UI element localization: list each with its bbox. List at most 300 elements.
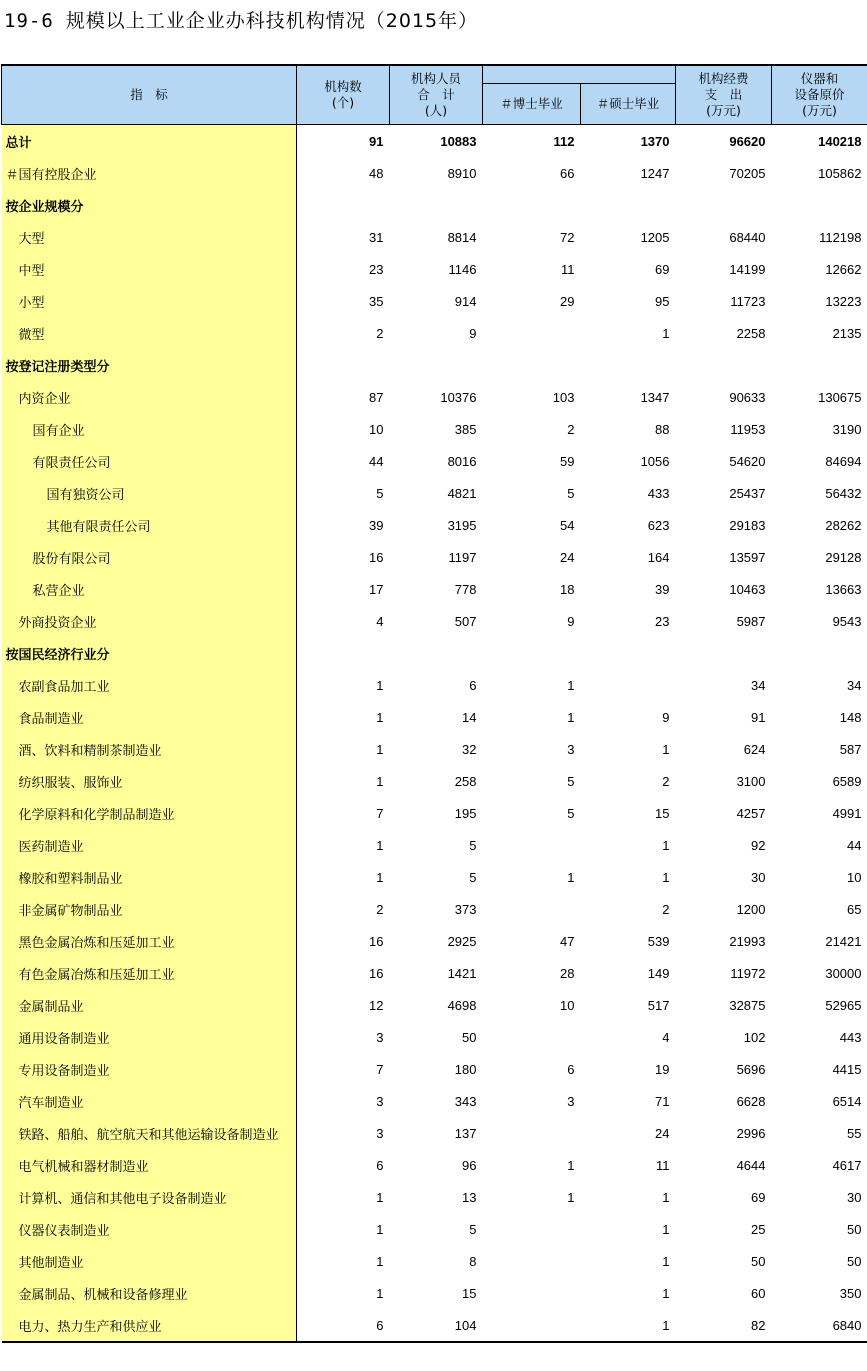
cell-equipment: 130675: [818, 389, 862, 405]
cell-equipment: 65: [847, 901, 862, 917]
cell-expense: 3100: [736, 773, 766, 789]
cell-institutions: 17: [369, 581, 384, 597]
cell-phd: 1: [567, 869, 575, 885]
cell-master: 1: [662, 325, 670, 341]
cell-staff-total: 32: [462, 741, 477, 757]
cell-expense: 11723: [730, 293, 766, 309]
cell-equipment: 350: [839, 1285, 862, 1301]
row-label: 计算机、通信和其他电子设备制造业: [2, 1181, 297, 1213]
cell-equipment: 30: [847, 1189, 862, 1205]
table-row: [2, 1117, 867, 1149]
cell-phd: 1: [567, 1189, 575, 1205]
header-expense-label-2: 支 出: [704, 87, 743, 102]
cell-institutions: [297, 349, 390, 381]
cell-staff-total: 258: [454, 773, 477, 789]
cell-equipment: 13223: [825, 293, 862, 309]
cell-master: 1056: [640, 453, 670, 469]
row-label: 微型: [2, 317, 297, 349]
cell-institutions: 1: [376, 1253, 384, 1269]
header-staff-total-unit: (人): [424, 103, 448, 118]
cell-staff-total: 9: [469, 325, 477, 341]
cell-master: [581, 349, 676, 381]
cell-staff-total: 1146: [448, 261, 477, 277]
cell-institutions: 7: [376, 1061, 384, 1077]
cell-equipment: [772, 349, 867, 381]
cell-master: 164: [647, 549, 670, 565]
cell-institutions: 16: [369, 965, 384, 981]
cell-expense: 90633: [729, 389, 766, 405]
cell-equipment: 30000: [825, 965, 862, 981]
table-row: [2, 285, 867, 317]
table-row: [2, 541, 867, 573]
row-label: 股份有限公司: [2, 541, 297, 573]
cell-staff-total: 1197: [448, 549, 477, 565]
cell-expense: 29183: [729, 517, 766, 533]
cell-phd: 29: [560, 293, 575, 309]
row-label: 有色金属冶炼和压延加工业: [2, 957, 297, 989]
cell-master: 149: [647, 965, 670, 981]
cell-staff-total: 373: [454, 901, 477, 917]
cell-master: 1247: [640, 165, 670, 181]
cell-institutions: 31: [369, 229, 384, 245]
cell-institutions: 6: [297, 1309, 390, 1342]
cell-institutions: 44: [369, 453, 384, 469]
cell-institutions: 39: [369, 517, 384, 533]
cell-master: 4: [662, 1029, 670, 1045]
cell-phd: 24: [560, 549, 575, 565]
row-label: 纺织服装、服饰业: [2, 765, 297, 797]
cell-institutions: 6: [376, 1157, 384, 1173]
row-label: 其他有限责任公司: [2, 509, 297, 541]
cell-staff-total: 5: [469, 837, 477, 853]
cell-expense: [676, 637, 772, 669]
row-label: 小型: [2, 285, 297, 317]
cell-master: 95: [655, 293, 670, 309]
cell-equipment: 443: [839, 1029, 862, 1045]
cell-staff-total: 4821: [447, 485, 477, 501]
row-label: 按登记注册类型分: [2, 349, 297, 381]
cell-equipment: 50: [847, 1253, 862, 1269]
cell-expense: 5696: [736, 1061, 766, 1077]
cell-staff-total: 195: [454, 805, 477, 821]
cell-staff-total: 507: [454, 613, 477, 629]
table-row: [2, 1213, 867, 1245]
header-equipment-unit: (万元): [802, 103, 837, 118]
cell-institutions: 1: [376, 837, 384, 853]
cell-staff-total: 8: [469, 1253, 477, 1269]
cell-expense: 50: [751, 1253, 766, 1269]
table-row: [2, 1277, 867, 1309]
cell-phd: [483, 637, 581, 669]
cell-equipment: 2135: [832, 325, 862, 341]
cell-institutions: 12: [369, 997, 384, 1013]
cell-equipment: 84694: [825, 453, 862, 469]
table-row: [2, 957, 867, 989]
table-row: [2, 1309, 867, 1342]
table-header: [2, 65, 867, 125]
cell-expense: 91: [751, 709, 766, 725]
table-code: 19-6: [4, 10, 54, 32]
cell-staff-total: 385: [454, 421, 477, 437]
cell-staff-total: 5: [469, 1221, 477, 1237]
cell-phd: [483, 1213, 581, 1245]
cell-expense: 30: [751, 869, 766, 885]
cell-expense: 96620: [729, 133, 766, 149]
cell-expense: 21993: [729, 933, 766, 949]
cell-staff-total: 137: [454, 1125, 477, 1141]
cell-institutions: 1: [376, 869, 384, 885]
cell-institutions: 2: [376, 901, 384, 917]
cell-phd: 66: [560, 165, 575, 181]
cell-equipment: 55: [847, 1125, 862, 1141]
cell-master: 23: [655, 613, 670, 629]
table-row: [2, 829, 867, 861]
cell-staff-total: 13: [462, 1189, 477, 1205]
cell-phd: 6: [567, 1061, 575, 1077]
cell-master: 517: [647, 997, 670, 1013]
cell-phd: 2: [567, 421, 575, 437]
row-label: 有限责任公司: [2, 445, 297, 477]
row-label: 按企业规模分: [2, 189, 297, 221]
cell-phd: 28: [560, 965, 575, 981]
row-label: 金属制品、机械和设备修理业: [2, 1277, 297, 1309]
cell-master: [581, 669, 676, 701]
cell-phd: 3: [567, 1093, 575, 1109]
cell-master: 19: [655, 1061, 670, 1077]
row-label: 金属制品业: [2, 989, 297, 1021]
cell-master: 2: [662, 773, 670, 789]
cell-institutions: 3: [376, 1125, 384, 1141]
cell-expense: 69: [751, 1189, 766, 1205]
cell-master: 9: [662, 709, 670, 725]
cell-institutions: 1: [376, 1189, 384, 1205]
cell-staff-total: 3195: [447, 517, 477, 533]
table-row: [2, 221, 867, 253]
cell-staff-total: 96: [462, 1157, 477, 1173]
cell-master: 71: [655, 1093, 670, 1109]
cell-staff-total: 15: [462, 1285, 477, 1301]
cell-expense: 92: [751, 837, 766, 853]
cell-institutions: 16: [369, 549, 384, 565]
table-row: [2, 925, 867, 957]
table-title: 规模以上工业企业办科技机构情况（2015年）: [65, 10, 479, 32]
cell-phd: [483, 1309, 581, 1342]
cell-expense: [676, 189, 772, 221]
cell-expense: 25437: [729, 485, 766, 501]
cell-staff-total: 14: [462, 709, 477, 725]
cell-master: 623: [647, 517, 670, 533]
header-master-label: ＃硕士毕业: [596, 96, 660, 111]
cell-master: 1: [662, 837, 670, 853]
cell-phd: 10: [560, 997, 575, 1013]
table-row: [2, 797, 867, 829]
cell-staff-total: 6: [469, 677, 477, 693]
cell-expense: [676, 349, 772, 381]
header-equipment-label: 仪器和: [800, 71, 839, 86]
header-equipment-label-2: 设备原价: [794, 87, 845, 102]
table-row: [2, 413, 867, 445]
cell-equipment: 21421: [825, 933, 862, 949]
cell-staff-total: 180: [454, 1061, 477, 1077]
cell-staff-total: 914: [454, 293, 477, 309]
cell-expense: 25: [751, 1221, 766, 1237]
cell-expense: 4257: [736, 805, 766, 821]
cell-institutions: 16: [369, 933, 384, 949]
cell-staff-total: 8016: [447, 453, 477, 469]
cell-staff-total: 778: [454, 581, 477, 597]
cell-equipment: 6589: [832, 773, 862, 789]
table-row: [2, 1245, 867, 1277]
header-equipment: [772, 65, 867, 125]
header-indicator: [2, 65, 297, 125]
cell-staff-total: 10376: [440, 389, 477, 405]
cell-equipment: [772, 189, 867, 221]
cell-phd: 3: [567, 741, 575, 757]
row-label: 医药制造业: [2, 829, 297, 861]
cell-master: 1: [662, 1253, 670, 1269]
cell-phd: 9: [567, 613, 575, 629]
cell-staff-total: 1421: [447, 965, 477, 981]
cell-master: 15: [655, 805, 670, 821]
row-label: 通用设备制造业: [2, 1021, 297, 1053]
cell-equipment: 6514: [832, 1093, 862, 1109]
cell-equipment: 44: [847, 837, 862, 853]
cell-staff-total: 5: [469, 869, 477, 885]
table-row: [2, 477, 867, 509]
cell-master: 1370: [640, 133, 670, 149]
row-label: 专用设备制造业: [2, 1053, 297, 1085]
cell-master: 11: [656, 1157, 670, 1173]
cell-equipment: 13663: [825, 581, 862, 597]
cell-master: 1: [662, 1189, 670, 1205]
cell-expense: 34: [751, 677, 766, 693]
cell-phd: [483, 1245, 581, 1277]
cell-phd: 59: [560, 453, 575, 469]
table-row: [2, 125, 867, 158]
row-label: 橡胶和塑料制品业: [2, 861, 297, 893]
cell-equipment: 4991: [832, 805, 862, 821]
cell-phd: 11: [561, 261, 575, 277]
row-label: 内资企业: [2, 381, 297, 413]
table-row: [2, 1149, 867, 1181]
table-row: [2, 1181, 867, 1213]
cell-equipment: 587: [839, 741, 862, 757]
cell-expense: 6628: [736, 1093, 766, 1109]
cell-staff-total: 10883: [440, 133, 477, 149]
page-title: [4, 6, 478, 33]
cell-phd: 5: [567, 805, 575, 821]
header-staff-group-label: 机构人员: [410, 71, 461, 86]
cell-phd: 112: [553, 133, 575, 149]
cell-expense: 54620: [729, 453, 766, 469]
cell-institutions: 23: [369, 261, 384, 277]
cell-expense: 10463: [729, 581, 766, 597]
row-label: 国有独资公司: [2, 477, 297, 509]
cell-phd: 103: [552, 389, 575, 405]
cell-institutions: 3: [376, 1093, 384, 1109]
row-label: 外商投资企业: [2, 605, 297, 637]
table-row: [2, 1021, 867, 1053]
header-phd: [483, 84, 581, 125]
cell-phd: [483, 189, 581, 221]
table-row: [2, 253, 867, 285]
table-row: [2, 381, 867, 413]
header-institutions-label: 机构数: [324, 79, 362, 94]
cell-equipment: 105862: [818, 165, 862, 181]
table-row: [2, 733, 867, 765]
cell-phd: 1: [567, 709, 575, 725]
cell-phd: [483, 1021, 581, 1053]
cell-phd: [483, 1277, 581, 1309]
cell-equipment: 140218: [818, 133, 862, 149]
cell-phd: [483, 1117, 581, 1149]
cell-expense: 102: [743, 1029, 766, 1045]
row-label: 电力、热力生产和供应业: [2, 1309, 297, 1342]
cell-expense: 14199: [729, 261, 766, 277]
cell-master: 539: [647, 933, 670, 949]
cell-equipment: 4415: [832, 1061, 862, 1077]
cell-master: 1: [581, 1309, 676, 1342]
cell-phd: [483, 829, 581, 861]
cell-master: 1: [662, 1221, 670, 1237]
cell-master: 1: [662, 1285, 670, 1301]
cell-institutions: 48: [369, 165, 384, 181]
cell-master: 1347: [640, 389, 670, 405]
header-institutions: [297, 65, 390, 125]
row-label: 汽车制造业: [2, 1085, 297, 1117]
row-label: 中型: [2, 253, 297, 285]
header-expense: [676, 65, 772, 125]
cell-staff-total: 8910: [447, 165, 477, 181]
cell-equipment: 34: [847, 677, 862, 693]
cell-master: 24: [655, 1125, 670, 1141]
cell-equipment: 4617: [832, 1157, 862, 1173]
cell-institutions: 35: [369, 293, 384, 309]
cell-staff-total: 50: [462, 1029, 477, 1045]
cell-equipment: 9543: [832, 613, 862, 629]
cell-master: 69: [655, 261, 670, 277]
cell-expense: 11972: [730, 965, 766, 981]
row-label: 黑色金属冶炼和压延加工业: [2, 925, 297, 957]
row-label: 按国民经济行业分: [2, 637, 297, 669]
cell-phd: 47: [560, 933, 575, 949]
row-label: 仪器仪表制造业: [2, 1213, 297, 1245]
header-expense-label: 机构经费: [698, 71, 749, 86]
cell-equipment: 12662: [825, 261, 862, 277]
row-label: 化学原料和化学制品制造业: [2, 797, 297, 829]
cell-equipment: 10: [847, 869, 862, 885]
cell-expense: 1200: [736, 901, 766, 917]
table-row: [2, 1085, 867, 1117]
cell-institutions: 1: [376, 1221, 384, 1237]
cell-master: 1205: [640, 229, 670, 245]
cell-staff-total: 4698: [447, 997, 477, 1013]
cell-staff-total: [390, 349, 483, 381]
row-label: 总计: [2, 125, 297, 158]
cell-institutions: 91: [369, 133, 384, 149]
table-row: [2, 189, 867, 221]
cell-equipment: 112198: [819, 229, 862, 245]
table-row: [2, 637, 867, 669]
table-row: [2, 701, 867, 733]
cell-expense: 60: [751, 1285, 766, 1301]
cell-expense: 68440: [729, 229, 766, 245]
cell-staff-total: [390, 637, 483, 669]
cell-staff-total: 104: [390, 1309, 483, 1342]
cell-equipment: 3190: [832, 421, 862, 437]
cell-equipment: 6840: [772, 1309, 867, 1342]
cell-expense: 2996: [736, 1125, 766, 1141]
table-row: [2, 893, 867, 925]
header-master: [581, 84, 676, 125]
cell-expense: 32875: [729, 997, 766, 1013]
cell-phd: 72: [560, 229, 575, 245]
cell-expense: 82: [676, 1309, 772, 1342]
cell-institutions: 3: [376, 1029, 384, 1045]
cell-equipment: 50: [847, 1221, 862, 1237]
table-row: [2, 157, 867, 189]
table-body: [2, 125, 867, 1343]
cell-institutions: 2: [376, 325, 384, 341]
row-label: 私营企业: [2, 573, 297, 605]
cell-expense: 70205: [729, 165, 766, 181]
table-row: [2, 317, 867, 349]
row-label: 铁路、船舶、航空航天和其他运输设备制造业: [2, 1117, 297, 1149]
cell-phd: 5: [567, 485, 575, 501]
header-staff-group-span: [483, 65, 676, 84]
cell-phd: 1: [567, 1157, 575, 1173]
table-row: [2, 349, 867, 381]
cell-equipment: 148: [839, 709, 862, 725]
header-phd-label: ＃博士毕业: [500, 96, 563, 111]
cell-phd: 18: [560, 581, 575, 597]
cell-institutions: 1: [376, 709, 384, 725]
cell-expense: 11953: [730, 421, 766, 437]
cell-staff-total: 8814: [447, 229, 477, 245]
cell-master: 39: [655, 581, 670, 597]
cell-phd: 1: [567, 677, 575, 693]
table-row: [2, 765, 867, 797]
table-row: [2, 1053, 867, 1085]
cell-institutions: 1: [376, 677, 384, 693]
cell-staff-total: 343: [454, 1093, 477, 1109]
cell-institutions: [297, 637, 390, 669]
cell-master: [581, 189, 676, 221]
cell-phd: 54: [560, 517, 575, 533]
row-label: 国有企业: [2, 413, 297, 445]
header-staff-total: [390, 65, 483, 125]
table-row: [2, 445, 867, 477]
row-label: 非金属矿物制品业: [2, 893, 297, 925]
cell-phd: 5: [567, 773, 575, 789]
row-label: 大型: [2, 221, 297, 253]
row-label: 食品制造业: [2, 701, 297, 733]
cell-expense: 4644: [736, 1157, 766, 1173]
cell-expense: 5987: [736, 613, 766, 629]
cell-phd: [483, 893, 581, 925]
table-row: [2, 573, 867, 605]
cell-institutions: [297, 189, 390, 221]
row-label: 其他制造业: [2, 1245, 297, 1277]
cell-institutions: 1: [376, 773, 384, 789]
cell-master: 1: [662, 869, 670, 885]
cell-equipment: 29128: [825, 549, 862, 565]
cell-equipment: [772, 637, 867, 669]
cell-master: 433: [647, 485, 670, 501]
header-institutions-unit: (个): [331, 95, 355, 110]
cell-institutions: 4: [376, 613, 384, 629]
cell-expense: 2258: [736, 325, 766, 341]
